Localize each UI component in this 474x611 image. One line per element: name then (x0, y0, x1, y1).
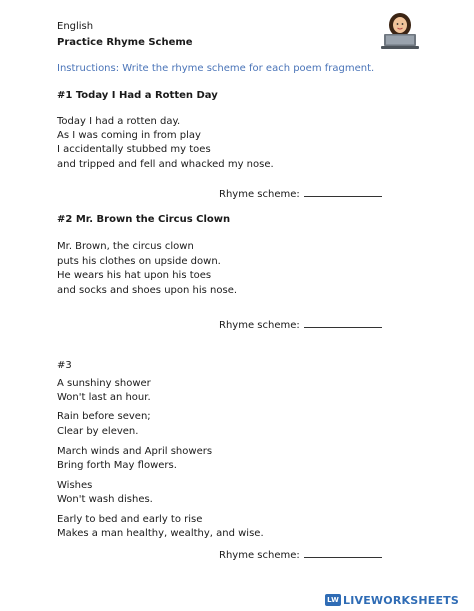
instructions-text: Instructions: Write the rhyme scheme for each poem fragment. (57, 63, 375, 74)
poem-3-line-3: Rain before seven; (57, 411, 151, 422)
rhyme-scheme-blank[interactable] (304, 187, 382, 197)
rhyme-scheme-label: Rhyme scheme: (219, 320, 300, 331)
poem-3-line-6: Bring forth May flowers. (57, 460, 177, 471)
poem-3-line-8: Won't wash dishes. (57, 494, 153, 505)
poem-2-heading: #2 Mr. Brown the Circus Clown (57, 214, 231, 225)
poem-3-line-2: Won't last an hour. (57, 392, 151, 403)
poem-1-line-2: As I was coming in from play (57, 130, 201, 141)
poem-1-heading: #1 Today I Had a Rotten Day (57, 90, 218, 101)
poem-1-line-1: Today I had a rotten day. (57, 116, 181, 127)
poem-1-line-3: I accidentally stubbed my toes (57, 144, 211, 155)
teacher-laptop-icon (379, 12, 421, 50)
poem-3-heading: #3 (57, 360, 72, 371)
poem-2-answer (219, 318, 382, 331)
liveworksheets-badge-icon: LW (325, 594, 341, 606)
poem-3-line-1: A sunshiny shower (57, 378, 151, 389)
poem-1-line-4: and tripped and fell and whacked my nose. (57, 159, 274, 170)
worksheet-title: Practice Rhyme Scheme (57, 37, 193, 48)
liveworksheets-logo[interactable] (325, 593, 459, 607)
rhyme-scheme-label: Rhyme scheme: (219, 189, 300, 200)
poem-1-answer (219, 187, 382, 200)
subject-label: English (57, 21, 94, 32)
poem-2-line-1: Mr. Brown, the circus clown (57, 241, 194, 252)
liveworksheets-brand: LIVEWORKSHEETS (343, 593, 459, 607)
poem-3-line-7: Wishes (57, 480, 93, 491)
poem-3-line-5: March winds and April showers (57, 446, 213, 457)
rhyme-scheme-label: Rhyme scheme: (219, 550, 300, 561)
rhyme-scheme-blank[interactable] (304, 318, 382, 328)
poem-2-line-3: He wears his hat upon his toes (57, 270, 212, 281)
poem-2-line-4: and socks and shoes upon his nose. (57, 285, 238, 296)
poem-3-answer (219, 548, 382, 561)
poem-2-line-2: puts his clothes on upside down. (57, 256, 221, 267)
poem-3-line-9: Early to bed and early to rise (57, 514, 203, 525)
poem-3-line-4: Clear by eleven. (57, 426, 139, 437)
poem-3-line-10: Makes a man healthy, wealthy, and wise. (57, 528, 264, 539)
rhyme-scheme-blank[interactable] (304, 548, 382, 558)
